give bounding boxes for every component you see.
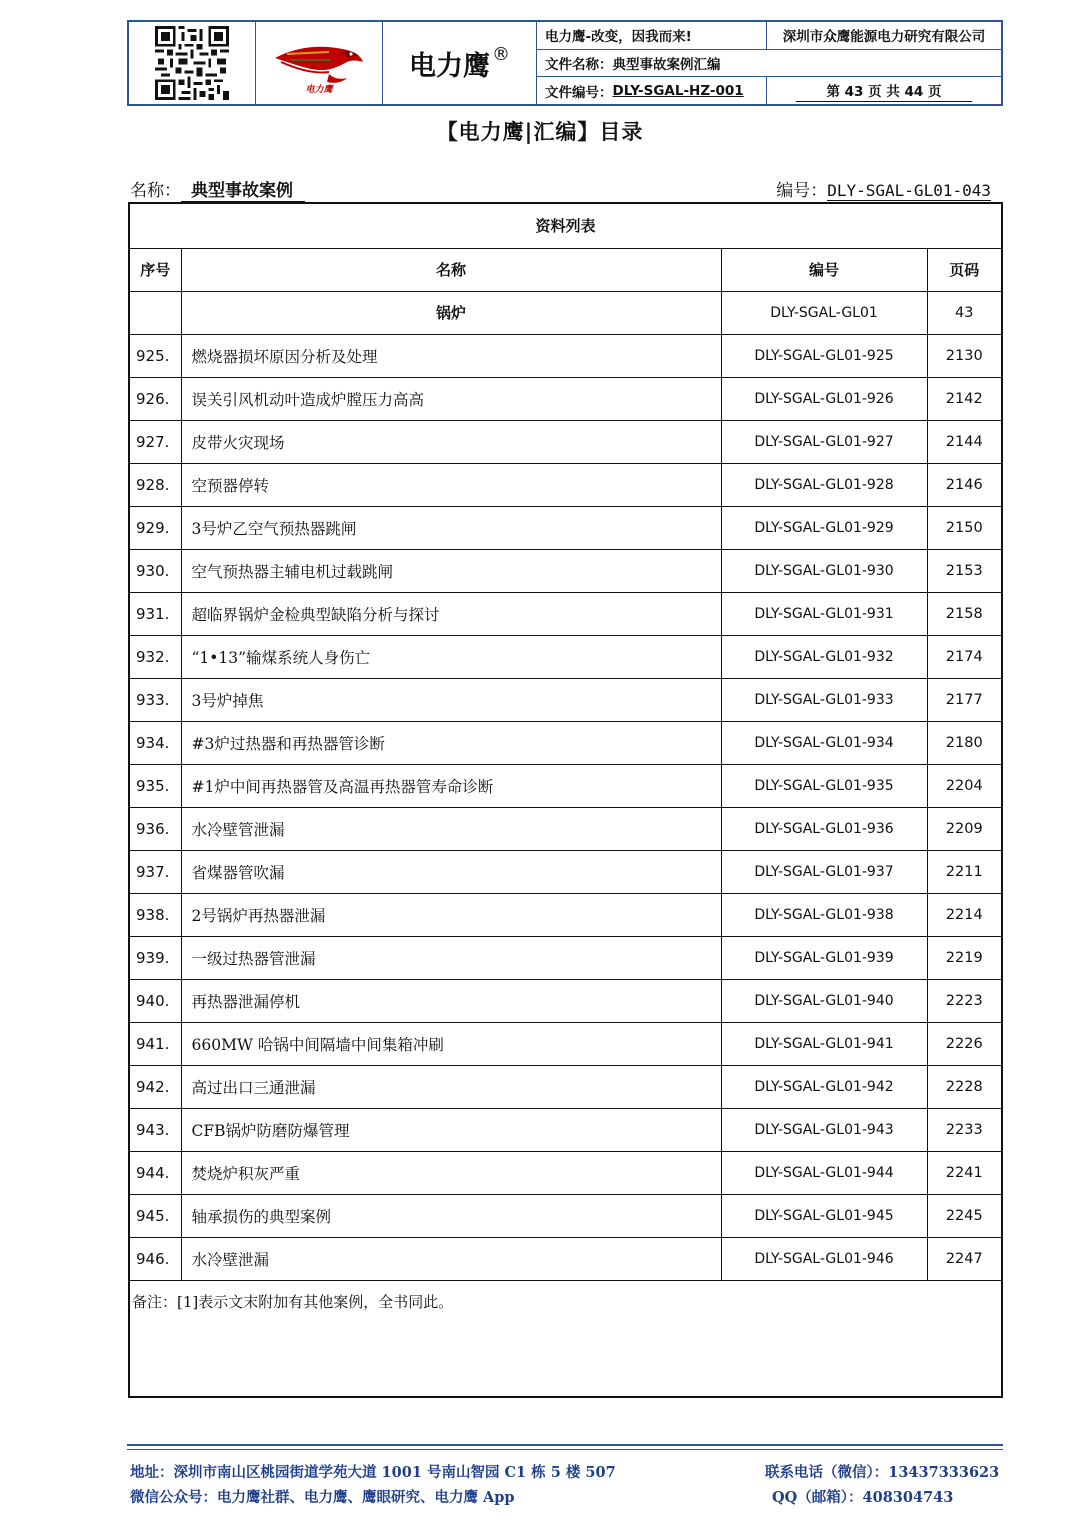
row-seq: 939. [130, 936, 181, 979]
row-seq: 944. [130, 1151, 181, 1194]
row-seq: 934. [130, 721, 181, 764]
row-page: 2233 [927, 1108, 1001, 1151]
row-name: CFB锅炉防磨防爆管理 [181, 1108, 721, 1151]
eagle-logo [256, 22, 383, 104]
row-name: “1•13”输煤系统人身伤亡 [181, 635, 721, 678]
row-page: 2150 [927, 506, 1001, 549]
logo-wordmark: 电力鹰 [305, 85, 333, 95]
row-page: 2228 [927, 1065, 1001, 1108]
row-seq: 938. [130, 893, 181, 936]
category-name: 锅炉 [181, 291, 721, 334]
row-code: DLY-SGAL-GL01-925 [721, 334, 927, 377]
catalog-name [130, 176, 305, 202]
table-row [130, 463, 1001, 506]
file-name [537, 50, 1001, 77]
row-page: 2209 [927, 807, 1001, 850]
row-seq: 942. [130, 1065, 181, 1108]
table-row [130, 1108, 1001, 1151]
row-page: 2174 [927, 635, 1001, 678]
eagle-logo-icon [269, 30, 369, 96]
row-seq: 926. [130, 377, 181, 420]
file-code-value: DLY-SGAL-HZ-001 [612, 82, 744, 99]
row-code: DLY-SGAL-GL01-928 [721, 463, 927, 506]
row-page: 2223 [927, 979, 1001, 1022]
row-code: DLY-SGAL-GL01-941 [721, 1022, 927, 1065]
table-row [130, 1194, 1001, 1237]
row-page: 2153 [927, 549, 1001, 592]
row-page: 2146 [927, 463, 1001, 506]
table-row [130, 334, 1001, 377]
table-row [130, 592, 1001, 635]
row-seq: 936. [130, 807, 181, 850]
row-code: DLY-SGAL-GL01-934 [721, 721, 927, 764]
file-name-value: 典型事故案例汇编 [612, 57, 721, 73]
catalog-code [776, 176, 991, 201]
row-code: DLY-SGAL-GL01-929 [721, 506, 927, 549]
row-seq: 933. [130, 678, 181, 721]
row-name: 燃烧器损坏原因分析及处理 [181, 334, 721, 377]
row-seq: 925. [130, 334, 181, 377]
row-code: DLY-SGAL-GL01-926 [721, 377, 927, 420]
table-row [130, 635, 1001, 678]
row-code: DLY-SGAL-GL01-935 [721, 764, 927, 807]
table-row [130, 936, 1001, 979]
row-page: 2180 [927, 721, 1001, 764]
row-code: DLY-SGAL-GL01-943 [721, 1108, 927, 1151]
row-code: DLY-SGAL-GL01-939 [721, 936, 927, 979]
file-name-label: 文件名称： [545, 57, 613, 73]
row-name: 空预器停转 [181, 463, 721, 506]
row-page: 2226 [927, 1022, 1001, 1065]
catalog-code-label: 编号： [776, 181, 828, 201]
row-code: DLY-SGAL-GL01-938 [721, 893, 927, 936]
row-code: DLY-SGAL-GL01-945 [721, 1194, 927, 1237]
row-page: 2158 [927, 592, 1001, 635]
category-seq [130, 291, 181, 334]
qr-code-icon [155, 26, 229, 100]
row-page: 2241 [927, 1151, 1001, 1194]
row-code: DLY-SGAL-GL01-940 [721, 979, 927, 1022]
row-name: 省煤器管吹漏 [181, 850, 721, 893]
footer-qq: QQ（邮箱）：408304743 [772, 1489, 954, 1506]
header-name: 名称 [181, 248, 721, 291]
row-seq: 932. [130, 635, 181, 678]
slogan: 电力鹰-改变，因我而来! [537, 22, 767, 49]
footer-address: 地址：深圳市南山区桃园街道学苑大道 1001 号南山智园 C1 栋 5 楼 507 [130, 1464, 616, 1481]
row-code: DLY-SGAL-GL01-944 [721, 1151, 927, 1194]
row-name: 3号炉乙空气预热器跳闸 [181, 506, 721, 549]
document-header [127, 20, 1003, 106]
registered-mark: ® [492, 43, 510, 65]
row-name: 2号锅炉再热器泄漏 [181, 893, 721, 936]
table-row [130, 377, 1001, 420]
row-name: 660MW 哈锅中间隔墙中间集箱冲刷 [181, 1022, 721, 1065]
row-name: 高过出口三通泄漏 [181, 1065, 721, 1108]
row-name: 一级过热器管泄漏 [181, 936, 721, 979]
row-seq: 940. [130, 979, 181, 1022]
table-title: 资料列表 [130, 204, 1001, 248]
row-page: 2219 [927, 936, 1001, 979]
row-page: 2130 [927, 334, 1001, 377]
row-code: DLY-SGAL-GL01-942 [721, 1065, 927, 1108]
row-page: 2245 [927, 1194, 1001, 1237]
footer-phone: 联系电话（微信）：13437333623 [765, 1464, 1000, 1481]
category-page: 43 [927, 291, 1001, 334]
table-header-row [130, 248, 1001, 291]
row-seq: 943. [130, 1108, 181, 1151]
row-page: 2177 [927, 678, 1001, 721]
row-page: 2204 [927, 764, 1001, 807]
header-seq: 序号 [130, 248, 181, 291]
row-name: 空气预热器主辅电机过载跳闸 [181, 549, 721, 592]
row-seq: 935. [130, 764, 181, 807]
table-row [130, 549, 1001, 592]
header-page: 页码 [927, 248, 1001, 291]
row-name: 超临界锅炉金检典型缺陷分析与探讨 [181, 592, 721, 635]
row-seq: 930. [130, 549, 181, 592]
header-info [537, 22, 1001, 104]
row-code: DLY-SGAL-GL01-933 [721, 678, 927, 721]
row-seq: 928. [130, 463, 181, 506]
table-row [130, 1022, 1001, 1065]
table-row [130, 979, 1001, 1022]
row-code: DLY-SGAL-GL01-946 [721, 1237, 927, 1280]
catalog-code-value: DLY-SGAL-GL01-043 [827, 181, 991, 200]
row-code: DLY-SGAL-GL01-931 [721, 592, 927, 635]
row-code: DLY-SGAL-GL01-927 [721, 420, 927, 463]
document-title: 【电力鹰|汇编】目录 [436, 120, 644, 144]
row-seq: 937. [130, 850, 181, 893]
row-name: 皮带火灾现场 [181, 420, 721, 463]
brand-name [383, 22, 537, 104]
table-row [130, 893, 1001, 936]
row-seq: 929. [130, 506, 181, 549]
row-name: 水冷壁管泄漏 [181, 807, 721, 850]
table-row [130, 721, 1001, 764]
brand-text: 电力鹰 [409, 50, 490, 82]
table-row [130, 1237, 1001, 1280]
row-name: 焚烧炉积灰严重 [181, 1151, 721, 1194]
table-row [130, 1065, 1001, 1108]
row-name: #1炉中间再热器管及高温再热器管寿命诊断 [181, 764, 721, 807]
page-info: 第 43 页 共 44 页 [796, 80, 971, 102]
row-seq: 946. [130, 1237, 181, 1280]
table-row [130, 1151, 1001, 1194]
table-row [130, 764, 1001, 807]
row-seq: 941. [130, 1022, 181, 1065]
table-row [130, 678, 1001, 721]
row-code: DLY-SGAL-GL01-932 [721, 635, 927, 678]
footer-wechat: 微信公众号：电力鹰社群、电力鹰、鹰眼研究、电力鹰 App [130, 1489, 515, 1506]
row-name: 再热器泄漏停机 [181, 979, 721, 1022]
row-code: DLY-SGAL-GL01-930 [721, 549, 927, 592]
row-name: 误关引风机动叶造成炉膛压力高高 [181, 377, 721, 420]
table-row [130, 506, 1001, 549]
table-row [130, 807, 1001, 850]
row-page: 2214 [927, 893, 1001, 936]
table-note: 备注：[1]表示文末附加有其他案例，全书同此。 [132, 1292, 454, 1311]
row-page: 2144 [927, 420, 1001, 463]
category-code: DLY-SGAL-GL01 [721, 291, 927, 334]
catalog-name-value: 典型事故案例 [181, 176, 305, 202]
row-seq: 931. [130, 592, 181, 635]
header-code: 编号 [721, 248, 927, 291]
row-code: DLY-SGAL-GL01-937 [721, 850, 927, 893]
catalog-table [128, 202, 1003, 1398]
row-page: 2247 [927, 1237, 1001, 1280]
row-name: #3炉过热器和再热器管诊断 [181, 721, 721, 764]
row-code: DLY-SGAL-GL01-936 [721, 807, 927, 850]
category-row [130, 291, 1001, 334]
table-row [130, 850, 1001, 893]
row-name: 轴承损伤的典型案例 [181, 1194, 721, 1237]
catalog-name-label: 名称： [130, 181, 181, 201]
table-row [130, 420, 1001, 463]
row-name: 水冷壁泄漏 [181, 1237, 721, 1280]
row-page: 2211 [927, 850, 1001, 893]
row-page: 2142 [927, 377, 1001, 420]
qr-code [129, 22, 256, 104]
row-seq: 927. [130, 420, 181, 463]
company-name: 深圳市众鹰能源电力研究有限公司 [782, 29, 986, 46]
row-seq: 945. [130, 1194, 181, 1237]
footer-divider [127, 1444, 1003, 1450]
row-name: 3号炉掉焦 [181, 678, 721, 721]
file-code [537, 77, 767, 104]
file-code-label: 文件编号： [545, 84, 613, 101]
